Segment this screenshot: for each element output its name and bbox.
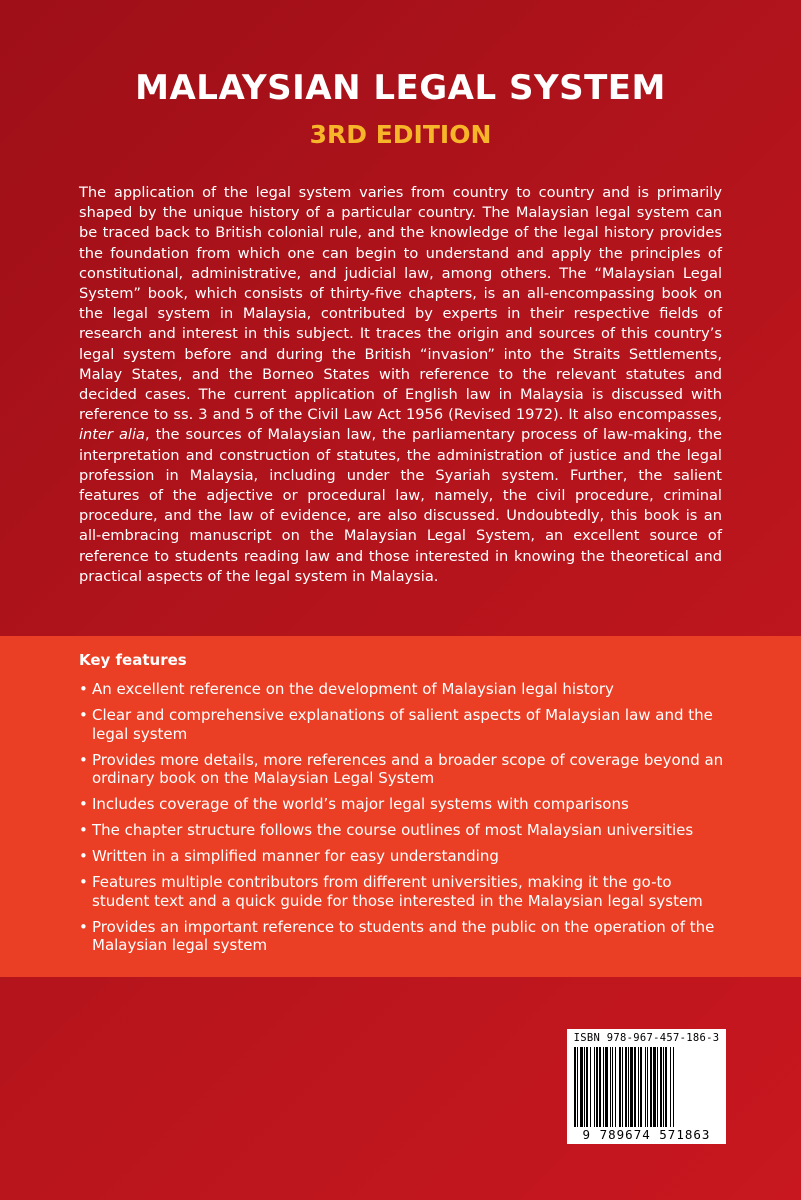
list-item	[79, 847, 729, 866]
description-italic: inter alia	[79, 426, 145, 444]
barcode-bar	[630, 1047, 633, 1131]
barcode-bar	[622, 1047, 623, 1131]
isbn-number: 9 789674 571863	[567, 1127, 726, 1142]
barcode-bar	[605, 1047, 608, 1131]
barcode-bar	[615, 1047, 616, 1131]
barcode-bar	[586, 1047, 588, 1131]
isbn-label: ISBN 978-967-457-186-3	[573, 1032, 720, 1044]
barcode-bar	[645, 1047, 646, 1131]
barcode-bar	[650, 1047, 652, 1131]
list-item-text: Clear and comprehensive explanations of salient aspects of Malaysian law and the legal system	[92, 706, 713, 743]
bullet-icon: •	[79, 680, 88, 698]
key-features-panel	[0, 636, 801, 977]
barcode-bar	[638, 1047, 639, 1131]
barcode-bar	[628, 1047, 629, 1131]
key-features-list	[79, 680, 729, 962]
list-item	[79, 706, 729, 743]
list-item	[79, 751, 729, 788]
book-title: MALAYSIAN LEGAL SYSTEM	[135, 68, 666, 108]
barcode-bar	[596, 1047, 598, 1131]
barcode-bar	[590, 1047, 591, 1131]
barcode-bar	[660, 1047, 662, 1131]
bullet-icon: •	[79, 873, 88, 891]
list-item-text: Written in a simplified manner for easy understanding	[92, 847, 499, 865]
barcode-bar	[625, 1047, 627, 1131]
barcode-bar	[619, 1047, 621, 1131]
list-item-text: Provides an important reference to students and the public on the operation of the Malaysian legal system	[92, 917, 715, 954]
bullet-icon: •	[79, 706, 88, 724]
description	[79, 183, 722, 587]
barcode-bar	[574, 1047, 576, 1131]
barcode-bar	[634, 1047, 636, 1131]
list-item	[79, 918, 729, 955]
barcode-bar	[610, 1047, 611, 1131]
list-item-text: The chapter structure follows the course outlines of most Malaysian universities	[92, 821, 694, 839]
list-item	[79, 821, 729, 840]
barcode-bar	[640, 1047, 642, 1131]
barcode-bar	[603, 1047, 604, 1131]
barcode-bar	[594, 1047, 595, 1131]
list-item-text: An excellent reference on the development of Malaysian legal history	[92, 680, 614, 698]
list-item-text: Provides more details, more references and a broader scope of coverage beyond an ordinary book on the Malaysian Legal System	[92, 750, 724, 787]
barcode-bars	[573, 1047, 720, 1131]
barcode-bar	[657, 1047, 658, 1131]
key-features-heading: Key features	[79, 651, 187, 669]
barcode-bar	[665, 1047, 667, 1131]
list-item-text: Includes coverage of the world’s major legal systems with comparisons	[92, 795, 629, 813]
barcode-bar	[663, 1047, 664, 1131]
bullet-icon: •	[79, 750, 88, 769]
description-paragraph	[79, 183, 722, 587]
bullet-icon: •	[79, 847, 88, 865]
barcode-bar	[673, 1047, 674, 1131]
list-item-text: Features multiple contributors from different universities, making it the go-to student text and a quick guide for those interested in the Malaysian legal system	[92, 873, 703, 910]
barcode-bar	[647, 1047, 648, 1131]
description-text-1: The application of the legal system varies from country to country and is primarily shaped by the unique history of a particular country. The Malaysian legal system can be traced back to British colonial rule, and the knowledge of the legal history provides the foundation from which one can begin to understand and apply the principles of constitutional, administrative, and judicial law, among others. The “Malaysian Legal System” book, which consists of thirty-five chapters, is an all-encompassing book on the legal system in Malaysia, contributed by experts in their respective fields of research and interest in this subject. It traces the origin and sources of this country’s legal system before and during the British “invasion” into the Straits Settlements, Malay States, and the Borneo States with reference to the relevant statutes and decided cases. The current application of English law in Malaysia is discussed with reference to ss. 3 and 5 of the Civil Law Act 1956 (Revised 1972). It also encompasses,	[79, 184, 722, 424]
list-item	[79, 680, 729, 699]
barcode-bar	[612, 1047, 613, 1131]
barcode-bar	[584, 1047, 585, 1131]
barcode-bar	[599, 1047, 601, 1131]
list-item	[79, 873, 729, 910]
list-item	[79, 795, 729, 814]
barcode-bar	[577, 1047, 578, 1131]
edition-label: 3RD EDITION	[309, 120, 492, 149]
bullet-icon: •	[79, 917, 88, 936]
isbn-barcode	[567, 1029, 726, 1144]
description-text-2: , the sources of Malaysian law, the parliamentary process of law-making, the interpretation and construction of statutes, the administration of justice and the legal profession in Malaysia, including under the Syariah system. Further, the salient features of the adjective or procedural law, namely, the civil procedure, criminal procedure, and the law of evidence, are also discussed. Undoubtedly, this book is an all-embracing manuscript on the Malaysian Legal System, an excellent source of reference to students reading law and those interested in knowing the theoretical and practical aspects of the legal system in Malaysia.	[79, 426, 722, 585]
barcode-bar	[653, 1047, 656, 1131]
barcode-bar	[670, 1047, 671, 1131]
barcode-bar	[580, 1047, 583, 1131]
bullet-icon: •	[79, 821, 88, 839]
bullet-icon: •	[79, 795, 88, 813]
